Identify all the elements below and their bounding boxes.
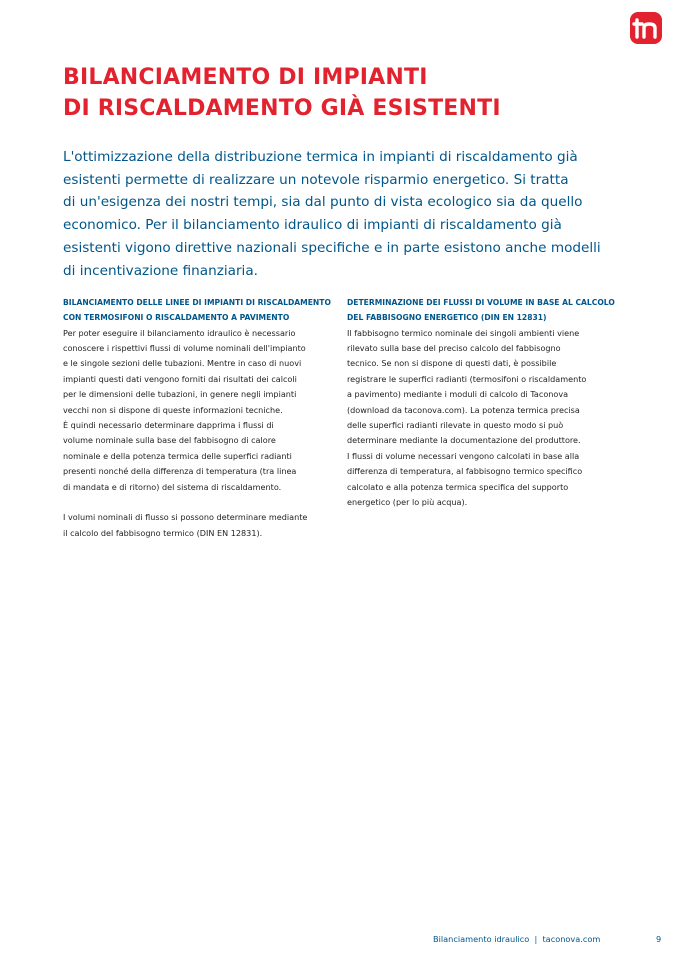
body-line: vecchi non si dispone di queste informazioni tecniche. (63, 404, 283, 415)
page-title-line: BILANCIAMENTO DI IMPIANTI (63, 65, 428, 90)
right-column (347, 295, 622, 510)
body-line: I volumi nominali di flusso si possono determinare mediante (63, 512, 308, 523)
body-line: energetico (per lo più acqua). (347, 497, 468, 508)
paragraph-gap (63, 495, 338, 510)
body-line: di mandata e di ritorno) del sistema di riscaldamento. (63, 481, 282, 492)
intro-line: di incentivazione finanziaria. (63, 262, 258, 279)
footer-text: Bilanciamento idraulico | taconova.com (433, 934, 601, 944)
page-number: 9 (656, 934, 662, 944)
taconova-logo-icon (630, 12, 662, 44)
right-heading-line: DEL FABBISOGNO ENERGETICO (DIN EN 12831) (347, 313, 547, 323)
body-line: calcolato e alla potenza termica specifica del supporto (347, 481, 569, 492)
intro-line: esistenti vigono direttive nazionali specifiche e in parte esistono anche modelli (63, 239, 601, 256)
body-line: presenti nonché della differenza di temperatura (tra linea (63, 466, 297, 477)
body-line: I flussi di volume necessari vengono calcolati in base alla (347, 450, 580, 461)
body-line: tecnico. Se non si dispone di questi dati, è possibile (347, 358, 557, 369)
body-line: il calcolo del fabbisogno termico (DIN EN 12831). (63, 527, 263, 538)
intro-paragraph (63, 146, 623, 282)
left-column-body (63, 326, 338, 542)
page-title-line: DI RISCALDAMENTO GIÀ ESISTENTI (63, 96, 501, 121)
left-heading-line: CON TERMOSIFONI O RISCALDAMENTO A PAVIMENTO (63, 313, 290, 323)
page-title (63, 62, 623, 124)
intro-line: esistenti permette di realizzare un notevole risparmio energetico. Si tratta (63, 171, 569, 188)
body-line: Il fabbisogno termico nominale dei singoli ambienti viene (347, 327, 580, 338)
body-line: rilevato sulla base del preciso calcolo del fabbisogno (347, 343, 561, 353)
body-line: nominale e della potenza termica delle superfici radianti (63, 450, 292, 461)
body-line: (download da taconova.com). La potenza termica precisa (347, 404, 580, 415)
right-heading-line: DETERMINAZIONE DEI FLUSSI DI VOLUME IN BASE AL CALCOLO (347, 298, 615, 307)
body-line: registrare le superfici radianti (termosifoni o riscaldamento (347, 373, 587, 384)
intro-line: L'ottimizzazione della distribuzione termica in impianti di riscaldamento già (63, 149, 578, 165)
body-line: per le dimensioni delle tubazioni, in genere negli impianti (63, 389, 297, 400)
body-line: impianti questi dati vengono forniti dai risultati dei calcoli (63, 373, 297, 384)
intro-line: di un'esigenza dei nostri tempi, sia dal punto di vista ecologico sia da quello (63, 194, 583, 211)
right-column-heading (347, 295, 622, 326)
body-line: delle superfici radianti rilevate in questo modo si può (347, 420, 564, 431)
right-column-body (347, 326, 622, 511)
body-line: determinare mediante la documentazione del produttore. (347, 435, 581, 446)
body-line: e le singole sezioni delle tubazioni. Mentre in caso di nuovi (63, 358, 302, 369)
left-heading-line: BILANCIAMENTO DELLE LINEE DI IMPIANTI DI RISCALDAMENTO (63, 298, 331, 307)
body-line: differenza di temperatura, al fabbisogno termico specifico (347, 466, 583, 477)
body-line: conoscere i rispettivi flussi di volume nominali dell'impianto (63, 343, 306, 353)
body-line: Per poter eseguire il bilanciamento idraulico è necessario (63, 327, 296, 338)
intro-line: economico. Per il bilanciamento idraulico di impianti di riscaldamento già (63, 217, 562, 234)
body-line: È quindi necessario determinare dapprima i flussi di (63, 420, 274, 431)
left-column-heading (63, 295, 338, 326)
body-line: a pavimento) mediante i moduli di calcolo di Taconova (347, 389, 569, 400)
left-column (63, 295, 338, 541)
body-line: volume nominale sulla base del fabbisogno di calore (63, 435, 276, 446)
